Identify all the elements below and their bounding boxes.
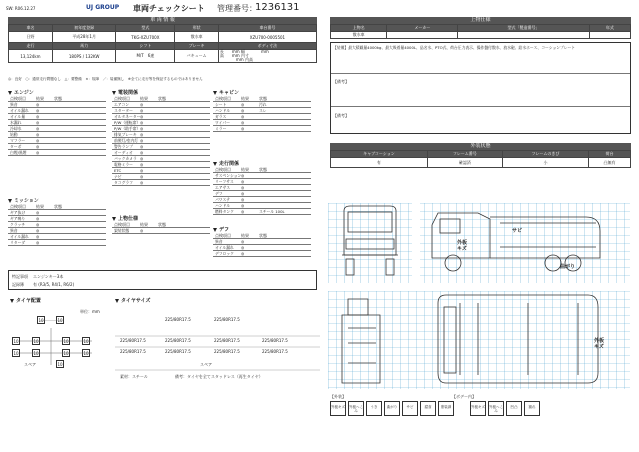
body-dims-line: 長 mm 幅 mm (219, 49, 269, 54)
item-result[interactable]: ◎ (36, 150, 40, 155)
cell: バキューム (175, 50, 219, 63)
item-label: P/W（助手席） (114, 126, 141, 131)
col-header: シフト (116, 43, 175, 50)
item-result[interactable]: ◎ (140, 168, 144, 173)
upper-spec-notes (330, 42, 631, 134)
item-result[interactable]: ◎ (36, 144, 40, 149)
tire-size-title-text: タイヤサイズ (121, 298, 151, 304)
item-label: 排気ブレーキ (114, 132, 137, 137)
item-label: ターボ (10, 144, 22, 149)
item-result[interactable]: ◎ (241, 102, 245, 107)
item-state[interactable]: スレ (259, 108, 267, 113)
col-header: 走行 (9, 43, 53, 50)
triangle-icon (8, 91, 12, 95)
cell: XZU700-0005501 (218, 32, 316, 43)
tire-size-lines (115, 312, 320, 387)
vehicle-info-table (8, 24, 317, 63)
col-header: 点検項目 (10, 96, 26, 101)
item-label: シート (215, 102, 227, 107)
page-title: 車両チェックシート (133, 4, 205, 13)
tire-unit: 単位：mm (80, 309, 100, 314)
item-result[interactable]: ◎ (140, 102, 144, 107)
item-label: バックカメラ (114, 156, 137, 161)
item-result[interactable]: ◎ (241, 108, 245, 113)
remark-label: 【備考】 (333, 79, 349, 84)
item-result[interactable]: ◎ (140, 108, 144, 113)
mgmt-label: 管理番号： (217, 4, 257, 13)
upper-spec-table (330, 24, 631, 39)
item-label: 異音 (215, 239, 223, 244)
legend-chip: 外板へこみ (348, 401, 364, 416)
damage-mark: 外板キズ (457, 240, 468, 252)
cell (589, 32, 630, 39)
triangle-icon (213, 91, 217, 95)
col-header: 結果 (241, 167, 249, 172)
item-label: ミラー (215, 126, 227, 131)
item-label: 始動 (10, 132, 18, 137)
col-header: 状態 (259, 96, 267, 101)
col-header: 結果 (140, 96, 148, 101)
item-label: エアコン (114, 102, 129, 107)
item-label: スターター (114, 108, 133, 113)
item-label: 異音 (10, 228, 18, 233)
tire-layout-title (10, 297, 41, 304)
col-header: 結果 (241, 96, 249, 101)
tire-size-front-r: 225/80R17.5 (214, 317, 240, 322)
divider (213, 238, 311, 239)
cell: 180PS / 132KW (52, 50, 115, 63)
col-header: 車名 (9, 25, 53, 32)
item-result[interactable]: ◎ (241, 203, 245, 208)
item-result[interactable]: ◎ (36, 126, 40, 131)
col-header: 点検項目 (10, 204, 26, 209)
legend-exterior-label: 【外装】 (330, 394, 346, 399)
running-title: 走行関係 (219, 161, 240, 167)
item-result[interactable]: ◎ (140, 132, 144, 137)
item-state[interactable]: スチール 100L (259, 209, 285, 214)
item-result[interactable]: ◎ (36, 138, 40, 143)
item-result[interactable]: ◎ (241, 239, 245, 244)
legend-chip: 外板キズ (470, 401, 486, 416)
col-header: フレーム番号 (427, 151, 502, 158)
item-label: ETC (114, 168, 122, 173)
tire-box[interactable]: 10 (83, 351, 89, 356)
tire-size-rear: 225/80R17.5 (262, 338, 288, 343)
upper-spec-title: 上物仕様 (330, 17, 631, 24)
triangle-icon (213, 228, 217, 232)
col-header: キャブコーション (331, 151, 428, 158)
tire-box[interactable]: 10 (63, 339, 69, 344)
tire-size-rear2: 225/80R17.5 (165, 349, 191, 354)
cell (458, 32, 589, 39)
col-header: 荷台 (589, 151, 631, 158)
legend-chip: 凹凸 (506, 401, 522, 416)
table-row (213, 113, 311, 114)
item-result[interactable]: ◎ (36, 114, 40, 119)
damage-mark: 曲がり (560, 264, 576, 270)
item-label: サスペンション (215, 173, 242, 178)
tire-spare-label: スペア (200, 362, 212, 367)
item-result[interactable]: ◎ (241, 179, 245, 184)
item-result[interactable]: ◎ (140, 162, 144, 167)
col-header: 状態 (259, 233, 267, 238)
vehicle-diagram (328, 203, 633, 391)
item-result[interactable]: ◎ (140, 156, 144, 161)
table-row (213, 256, 311, 257)
item-result[interactable]: ◎ (140, 180, 144, 185)
cell: 日野 (9, 32, 53, 43)
item-label: オイル漏れ (215, 245, 234, 250)
item-result[interactable]: ◎ (241, 251, 245, 256)
item-label: デフロック (215, 251, 234, 256)
col-header: 型式「製造番号」 (458, 25, 589, 32)
damage-mark: サビ (512, 228, 523, 234)
item-label: オイル漏れ (10, 234, 29, 239)
divider (331, 106, 630, 107)
item-result[interactable]: ◎ (140, 114, 144, 119)
col-header: 形状 (175, 25, 219, 32)
item-label: ギア抜け (10, 210, 26, 215)
item-result[interactable]: ◎ (36, 222, 40, 227)
tire-size-rear: 225/80R17.5 (120, 338, 146, 343)
item-label: オイル量 (10, 114, 25, 119)
item-label: リターダ (10, 240, 26, 245)
legend-chip: 曲がり (384, 401, 400, 416)
item-label: オーディオ (114, 150, 133, 155)
tire-size-rear2: 225/80R17.5 (214, 349, 240, 354)
table-row (8, 119, 106, 120)
col-header: 点検項目 (114, 222, 130, 227)
cell: 有 (331, 158, 428, 168)
legend-chip: 割れ (524, 401, 540, 416)
col-header: 結果 (241, 233, 249, 238)
item-label: ワイパー (215, 120, 230, 125)
item-label: 異音 (10, 102, 18, 107)
notes-value-1: エンジンキー3本 (33, 274, 64, 279)
item-result[interactable]: ◎ (241, 126, 245, 131)
sheet-id: SW: R06.12.27 (6, 6, 36, 11)
col-header: ボディ寸法 (218, 43, 316, 50)
item-result[interactable]: ◎ (36, 228, 40, 233)
table-row (213, 214, 311, 215)
tire-remark: 備考：タイヤを全てスタッドレス（再生タイヤ） (175, 374, 263, 379)
item-result[interactable]: ◎ (36, 240, 40, 245)
legend-chip: 外板へこみ (488, 401, 504, 416)
tire-box[interactable]: 10 (83, 339, 89, 344)
tire-box[interactable]: 10 (57, 318, 63, 323)
spare-tire-box[interactable]: 10 (57, 362, 63, 367)
cell: TKG-XZU700X (116, 32, 175, 43)
legend-chip: 外板キズ (330, 401, 346, 416)
col-header: 結果 (36, 96, 44, 101)
col-header: 点検項目 (114, 96, 130, 101)
legend-text: ◎：良好 ○：通常走行問題なし △：要整備 ×：故障 ／：装備無し ※全てに走行等を保証するものではありません (8, 77, 203, 81)
equip-value: 最大積載量4000kg、最大吸着量4000L、品名水、PTO式、荷台圧力表示、操作盤付散水、放水砲、給水ホース、コーションプレート (348, 45, 576, 50)
notes-label-1: 特記事項 (12, 274, 28, 279)
spare-label: スペア (24, 362, 36, 367)
col-header: 状態 (158, 96, 166, 101)
table-row (213, 190, 311, 191)
wheel-material: 素材：スチール (120, 374, 148, 379)
col-header: 状態 (54, 204, 62, 209)
col-header: 結果 (36, 204, 44, 209)
item-label: 架装状態 (114, 228, 130, 233)
equip-label: 【装備】 (333, 45, 349, 50)
item-result[interactable]: ◎ (241, 173, 245, 178)
brand-logo: UJ GROUP (86, 4, 120, 11)
legend-body-label: 【ボデー内】 (452, 394, 476, 399)
tire-layout-title-text: タイヤ配置 (16, 298, 41, 304)
tire-size-rear2: 225/80R17.5 (262, 349, 288, 354)
divider (331, 73, 630, 74)
col-header: 型式 (116, 25, 175, 32)
item-result[interactable]: ◎ (140, 144, 144, 149)
table-row (8, 125, 106, 126)
item-result[interactable]: ◎ (36, 120, 40, 125)
triangle-icon (112, 217, 116, 221)
notes-value-2: 有 (R3/5, R4/1, R6/2) (33, 282, 75, 287)
notes-box (8, 270, 317, 290)
triangle-icon (10, 299, 14, 303)
item-label: リーフサス (215, 179, 234, 184)
remark-label: 【備考】 (333, 113, 349, 118)
col-header: メーカー (387, 25, 458, 32)
table-row (8, 143, 106, 144)
item-result[interactable]: ◎ (36, 210, 40, 215)
col-header: 状態 (54, 96, 62, 101)
col-header: 点検項目 (215, 96, 231, 101)
tire-box[interactable]: 10 (63, 351, 69, 356)
tire-size-rear2: 225/80R17.5 (120, 349, 146, 354)
item-label: 前照灯/室内灯 (114, 138, 139, 143)
tire-size-rear: 225/80R17.5 (214, 338, 240, 343)
body-dims-line: mm 内高 (219, 57, 253, 62)
notes-label-2: 記録簿 (12, 282, 24, 287)
item-result[interactable]: ◎ (241, 114, 245, 119)
triangle-icon (115, 299, 119, 303)
table-row (8, 131, 106, 132)
item-label: マフラー (10, 138, 26, 143)
item-result[interactable]: ◎ (140, 174, 144, 179)
item-label: ガラス (215, 114, 227, 119)
col-header: 年式 (589, 25, 630, 32)
col-header: 点検項目 (215, 233, 231, 238)
table-row (213, 131, 311, 132)
mission-title: ミッション (14, 198, 39, 204)
cell: 散水車 (175, 32, 219, 43)
col-header: 上物名 (331, 25, 387, 32)
legend-chip: 塗装剥 (438, 401, 454, 416)
cell: 平成28年1月 (52, 32, 115, 43)
body-dims-line: 高 mm 内寸 (219, 53, 249, 58)
table-row (112, 185, 210, 186)
item-label: デフ (215, 191, 223, 196)
item-label: タコグラフ (114, 180, 133, 185)
engine-title: エンジン (14, 90, 34, 96)
cell: 小 (502, 158, 588, 168)
tire-box[interactable]: 10 (33, 351, 39, 356)
item-result[interactable]: ◎ (36, 132, 40, 137)
col-header: 初年度登録 (52, 25, 115, 32)
col-header: 馬力 (52, 43, 115, 50)
exterior-table (330, 150, 631, 168)
item-label: P/W（運転席） (114, 120, 141, 125)
table-row (112, 233, 210, 234)
cell: 凸無有 (589, 158, 631, 168)
cell: 散水車 (331, 32, 387, 39)
table-row (8, 155, 106, 156)
item-label: 水漏れ (10, 120, 22, 125)
item-label: クラッチ (10, 222, 26, 227)
tire-box[interactable]: 10 (38, 318, 44, 323)
item-label: オルタネーター (114, 114, 141, 119)
table-row (112, 173, 210, 174)
item-label: ハンドル (215, 108, 231, 113)
item-result[interactable]: ◎ (36, 108, 40, 113)
col-header: ブレーキ (175, 43, 219, 50)
item-result[interactable]: ◎ (36, 216, 40, 221)
legend-chip: うき (366, 401, 382, 416)
item-result[interactable]: ◎ (140, 120, 144, 125)
tire-size-front-l: 225/80R17.5 (165, 317, 191, 322)
item-result[interactable]: ◎ (241, 209, 245, 214)
item-label: ギア鳴り (10, 216, 26, 221)
item-result[interactable]: ◎ (241, 197, 245, 202)
item-result[interactable]: ◎ (140, 228, 144, 233)
item-result[interactable]: ◎ (140, 138, 144, 143)
triangle-icon (112, 91, 116, 95)
item-label: 冷却水 (10, 126, 22, 131)
item-result[interactable]: ◎ (241, 191, 245, 196)
cabin-title: キャビン (219, 90, 240, 96)
col-header: フレームのきび (502, 151, 588, 158)
item-result[interactable]: ◎ (36, 234, 40, 239)
item-label: 白煙/黒煙 (10, 150, 27, 155)
cell: M/T 6速 (116, 50, 175, 63)
cell: 13,124km (9, 50, 53, 63)
item-result[interactable]: ◎ (140, 126, 144, 131)
table-row (8, 245, 106, 246)
cell: 確認済 (427, 158, 502, 168)
item-result[interactable]: ◎ (241, 245, 245, 250)
electrical-title: 電装関係 (118, 90, 139, 96)
exterior-title: 外装状態 (330, 143, 631, 150)
col-header: 状態 (259, 167, 267, 172)
table-row (8, 227, 106, 228)
tire-box[interactable]: 10 (33, 339, 39, 344)
item-result[interactable]: ◎ (241, 120, 245, 125)
tire-size-rear: 225/80R17.5 (165, 338, 191, 343)
item-result[interactable]: ◎ (241, 185, 245, 190)
damage-mark: 外板キズ (594, 338, 605, 350)
tire-size-title (115, 297, 151, 304)
item-label: パワステ (215, 197, 230, 202)
item-label: オイル漏れ (10, 108, 29, 113)
item-result[interactable]: ◎ (140, 150, 144, 155)
table-row (213, 125, 311, 126)
col-header: 状態 (158, 222, 166, 227)
tire-box[interactable]: 10 (13, 351, 19, 356)
item-label: ハンドル (215, 203, 231, 208)
item-result[interactable]: ◎ (36, 102, 40, 107)
mgmt-number: 1236131 (255, 2, 300, 13)
item-label: 警告ランプ (114, 144, 133, 149)
triangle-icon (8, 199, 12, 203)
item-label: エアサス (215, 185, 231, 190)
tire-box[interactable]: 10 (13, 339, 19, 344)
item-label: 電格ミラー (114, 162, 133, 167)
col-header: 車台番号 (218, 25, 316, 32)
col-header: 結果 (140, 222, 148, 227)
triangle-icon (213, 162, 217, 166)
item-label: 燃料タンク (215, 209, 234, 214)
item-label: ナビ (114, 174, 122, 179)
legend-chip: サビ (402, 401, 418, 416)
legend-chip: 腐食 (420, 401, 436, 416)
equip-text (333, 45, 629, 50)
diff-title: デフ (219, 227, 230, 233)
tire-axle-lines (10, 320, 100, 372)
upper-title: 上物仕様 (118, 216, 139, 222)
item-state[interactable]: 汚れ (259, 102, 267, 107)
body-dims (218, 50, 316, 63)
divider (8, 101, 106, 102)
table-row (112, 167, 210, 168)
vehicle-info-title: 車 両 情 報 (8, 17, 317, 24)
col-header: 点検項目 (215, 167, 231, 172)
cell (387, 32, 458, 39)
